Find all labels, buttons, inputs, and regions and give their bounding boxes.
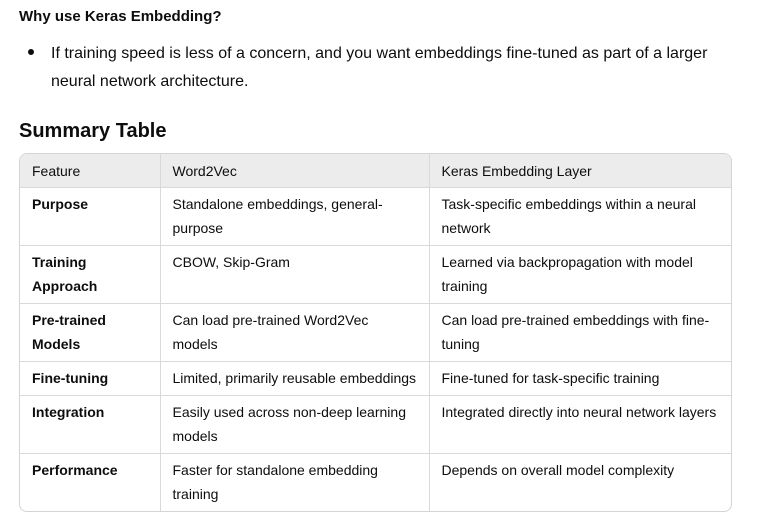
table-row [20, 396, 731, 454]
table-cell-feature: Training Approach [20, 246, 160, 304]
table-cell-word2vec: Easily used across non-deep learning models [160, 396, 429, 454]
table-row [20, 188, 731, 246]
table-cell-feature: Performance [20, 454, 160, 512]
table-cell-keras: Task-specific embeddings within a neural network [429, 188, 731, 246]
summary-table-container [19, 153, 732, 512]
table-cell-feature: Pre-trained Models [20, 304, 160, 362]
table-cell-word2vec: Faster for standalone embedding training [160, 454, 429, 512]
table-cell-keras: Depends on overall model complexity [441, 462, 675, 478]
table-cell-feature: Fine-tuning [20, 362, 160, 396]
table-cell-word2vec: Limited, primarily reusable embeddings [160, 362, 429, 396]
table-cell-keras: Fine-tuned for task-specific training [429, 362, 731, 396]
bullet-item: If training speed is less of a concern, and you want embeddings fine-tuned as part of a larger neural network architecture. [51, 45, 708, 90]
table-cell-word2vec: Can load pre-trained Word2Vec models [160, 304, 429, 362]
table-cell-word2vec: Standalone embeddings, general-purpose [160, 188, 429, 246]
table-cell-keras: Learned via backpropagation with model training [429, 246, 731, 304]
header-feature: Feature [20, 154, 160, 188]
table-cell-keras: Can load pre-trained embeddings with fine-tuning [429, 304, 731, 362]
section-heading-why: Why use Keras Embedding? [19, 8, 222, 25]
summary-table [20, 154, 731, 511]
table-cell-word2vec: CBOW, Skip-Gram [160, 246, 429, 304]
table-header-row [20, 154, 731, 188]
table-cell-keras: Integrated directly into neural network layers [429, 396, 731, 454]
table-cell-feature: Integration [20, 396, 160, 454]
header-word2vec: Word2Vec [160, 154, 429, 188]
table-row [20, 246, 731, 304]
table-row [20, 362, 731, 396]
table-cell-feature: Purpose [20, 188, 160, 246]
table-row [20, 304, 731, 362]
bullet-dot-icon [28, 49, 34, 55]
summary-table-heading: Summary Table [19, 120, 167, 142]
table-row [20, 454, 731, 512]
header-keras-embedding-layer: Keras Embedding Layer [429, 154, 731, 188]
